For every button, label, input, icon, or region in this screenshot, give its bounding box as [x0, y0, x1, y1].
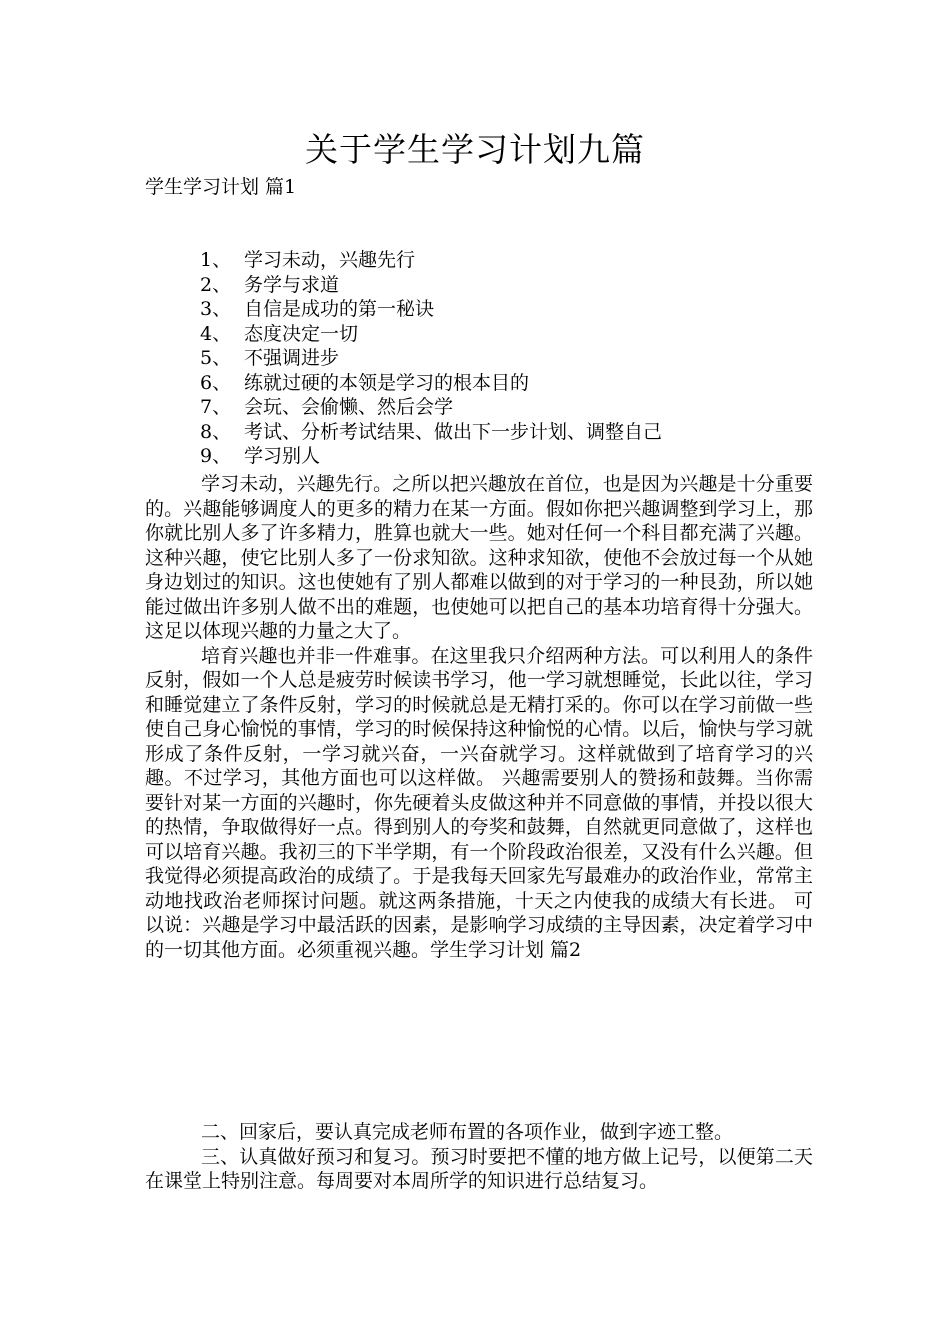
list-text: 学习别人	[244, 445, 321, 467]
list-text: 学习未动，兴趣先行	[244, 249, 416, 271]
list-item	[200, 248, 662, 273]
list-number: 2、	[200, 273, 232, 296]
numbered-list	[200, 248, 662, 469]
list-item	[200, 444, 662, 469]
paragraph: 三、认真做好预习和复习。预习时要把不懂的地方做上记号，以便第二天在课堂上特别注意。每周要对本周所学的知识进行总结复习。	[145, 1145, 813, 1192]
paragraph: 培育兴趣也并非一件难事。在这里我只介绍两种方法。可以利用人的条件反射，假如一个人总是疲劳时候读书学习，他一学习就想睡觉，长此以往，学习和睡觉建立了条件反射，学习的时候就总是无精打采的。你可以在学习前做一些使自己身心愉悦的事情，学习的时候保持这种愉悦的心情。以后，愉快与学习就形成了条件反射，一学习就兴奋，一兴奋就学习。这样就做到了培育学习的兴趣。不过学习，其他方面也可以这样做。 兴趣需要别人的赞扬和鼓舞。当你需要针对某一方面的兴趣时，你先硬着头皮做这种并不同意做的事情，并投以很大的热情，争取做得好一点。得到别人的夸奖和鼓舞，自然就更同意做了，这样也可以培育兴趣。我初三的下半学期，有一个阶段政治很差，又没有什么兴趣。但我觉得必须提高政治的成绩了。于是我每天回家先写最难办的政治作业，常常主动地找政治老师探讨问题。就这两条措施，十天之内使我的成绩大有长进。 可以说：兴趣是学习中最活跃的因素，是影响学习成绩的主导因素，决定着学习中的一切其他方面。必须重视兴趣。学生学习计划 篇2	[145, 644, 813, 961]
list-number: 4、	[200, 322, 232, 345]
list-text: 考试、分析考试结果、做出下一步计划、调整自己	[244, 420, 663, 443]
list-item	[200, 371, 662, 396]
list-number: 9、	[200, 445, 232, 467]
list-item	[200, 273, 662, 298]
list-item	[200, 322, 662, 347]
document-title: 关于学生学习计划九篇	[305, 130, 645, 169]
list-item	[200, 395, 662, 420]
list-item	[200, 346, 662, 371]
list-item	[200, 420, 662, 445]
list-number: 3、	[200, 298, 232, 320]
paragraph: 学习未动，兴趣先行。之所以把兴趣放在首位，也是因为兴趣是十分重要的。兴趣能够调度人的更多的精力在某一方面。假如你把兴趣调整到学习上，那你就比别人多了许多精力，胜算也就大一些。她对任何一个科目都充满了兴趣。这种兴趣，使它比别人多了一份求知欲。这种求知欲，使他不会放过每一个从她身边划过的知识。这也使她有了别人都难以做到的对于学习的一种艮劲，所以她能过做出许多别人做不出的难题，也使她可以把自己的基本功培育得十分强大。这足以体现兴趣的力量之大了。	[145, 473, 813, 642]
section-heading: 学生学习计划 篇1	[145, 176, 297, 198]
list-text: 会玩、会偷懒、然后会学	[244, 396, 454, 418]
list-number: 7、	[200, 396, 232, 418]
list-text: 自信是成功的第一秘诀	[244, 298, 435, 320]
body-text-section-1	[145, 472, 813, 962]
list-item	[200, 297, 662, 322]
list-text: 务学与求道	[244, 273, 340, 296]
list-text: 不强调进步	[244, 347, 340, 369]
list-number: 1、	[200, 249, 232, 271]
list-number: 5、	[200, 347, 232, 369]
list-number: 8、	[200, 420, 232, 443]
list-text: 练就过硬的本领是学习的根本目的	[244, 371, 530, 394]
body-text-section-2	[145, 1120, 813, 1194]
paragraph: 二、回家后，要认真完成老师布置的各项作业，做到字迹工整。	[201, 1121, 734, 1143]
list-text: 态度决定一切	[244, 322, 359, 345]
list-number: 6、	[200, 371, 232, 394]
